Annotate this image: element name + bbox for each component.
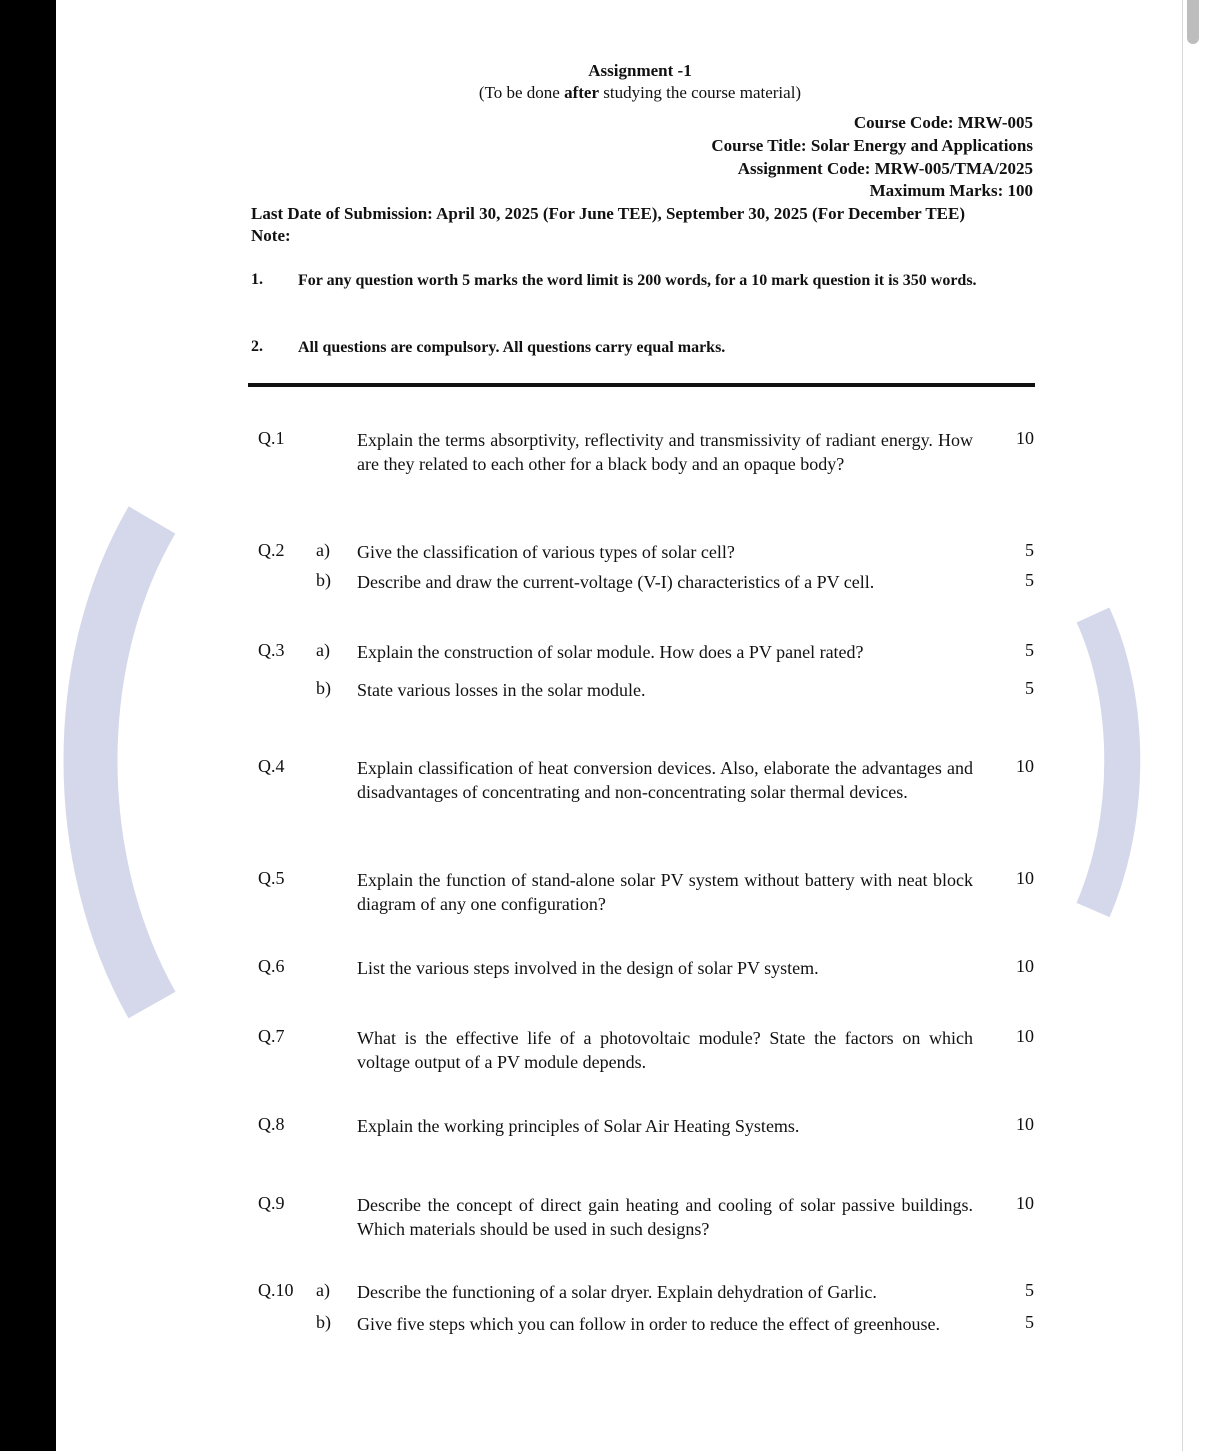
question-number: Q.10 [258, 1280, 294, 1300]
question-number: Q.4 [258, 756, 285, 776]
question-text: Give five steps which you can follow in order to reduce the effect of greenhouse. [357, 1314, 940, 1334]
subpart-label: b) [316, 1312, 331, 1332]
note-text: For any question worth 5 marks the word limit is 200 words, for a 10 mark question it is 350 words. [298, 272, 977, 289]
question-number: Q.6 [258, 956, 285, 976]
question-marks: 5 [1025, 678, 1034, 698]
question-number: Q.9 [258, 1193, 285, 1213]
question-number: Q.2 [258, 540, 285, 560]
page-right-edge [1182, 0, 1183, 1451]
question-marks: 10 [1016, 1026, 1034, 1046]
question-marks: 5 [1025, 540, 1034, 560]
question-text: Explain the construction of solar module. How does a PV panel rated? [357, 642, 864, 662]
question-text: State various losses in the solar module. [357, 680, 646, 700]
note-number: 2. [251, 338, 263, 355]
question-marks: 10 [1016, 956, 1034, 976]
subpart-label: b) [316, 570, 331, 590]
question-text: Describe the functioning of a solar dryer. Explain dehydration of Garlic. [357, 1282, 877, 1302]
subpart-label: a) [316, 540, 330, 560]
question-marks: 10 [1016, 868, 1034, 888]
question-marks: 5 [1025, 1280, 1034, 1300]
question-text: Explain the function of stand-alone solar PV system without battery with neat block diagram of any one configuration? [357, 870, 973, 914]
assignment-title: Assignment -1 [588, 61, 692, 80]
question-number: Q.5 [258, 868, 285, 888]
question-number: Q.1 [258, 428, 285, 448]
question-text: List the various steps involved in the design of solar PV system. [357, 958, 819, 978]
question-marks: 5 [1025, 570, 1034, 590]
question-marks: 10 [1016, 1114, 1034, 1134]
note-number: 1. [251, 271, 263, 288]
course-code: Course Code: MRW-005 [853, 113, 1033, 132]
question-number: Q.7 [258, 1026, 285, 1046]
scrollbar-thumb[interactable] [1187, 0, 1199, 44]
question-number: Q.8 [258, 1114, 285, 1134]
question-text: Describe the concept of direct gain heating and cooling of solar passive buildings. Which materials should be used in such designs? [357, 1195, 973, 1239]
subtitle-pre: (To be done [478, 83, 565, 102]
question-text: Give the classification of various types of solar cell? [357, 542, 735, 562]
maximum-marks: Maximum Marks: 100 [869, 181, 1033, 200]
left-black-margin [0, 0, 56, 1451]
question-marks: 5 [1025, 640, 1034, 660]
assignment-code: Assignment Code: MRW-005/TMA/2025 [737, 159, 1033, 178]
subpart-label: a) [316, 640, 330, 660]
divider [248, 383, 1035, 387]
question-number: Q.3 [258, 640, 285, 660]
question-text: Explain classification of heat conversion devices. Also, elaborate the advantages and disadvantages of concentrating and non-concentrating solar thermal devices. [357, 758, 973, 802]
subtitle-bold: after [564, 83, 600, 102]
course-title: Course Title: Solar Energy and Applications [711, 136, 1033, 155]
subpart-label: b) [316, 678, 331, 698]
subtitle-post: studying the course material) [599, 83, 802, 102]
question-text: What is the effective life of a photovoltaic module? State the factors on which voltage output of a PV module depends. [357, 1028, 973, 1072]
note-text: All questions are compulsory. All questions carry equal marks. [298, 339, 726, 356]
submission-date: Last Date of Submission: April 30, 2025 (For June TEE), September 30, 2025 (For December TEE) [251, 204, 965, 223]
question-marks: 10 [1016, 1193, 1034, 1213]
question-text: Describe and draw the current-voltage (V-I) characteristics of a PV cell. [357, 572, 875, 592]
subpart-label: a) [316, 1280, 330, 1300]
assignment-subtitle [340, 83, 940, 103]
note-label: Note: [251, 226, 291, 245]
question-marks: 10 [1016, 428, 1034, 448]
question-text: Explain the working principles of Solar Air Heating Systems. [357, 1116, 800, 1136]
question-text: Explain the terms absorptivity, reflectivity and transmissivity of radiant energy. How are they related to each other for a black body and an opaque body? [357, 430, 973, 474]
question-marks: 5 [1025, 1312, 1034, 1332]
question-marks: 10 [1016, 756, 1034, 776]
